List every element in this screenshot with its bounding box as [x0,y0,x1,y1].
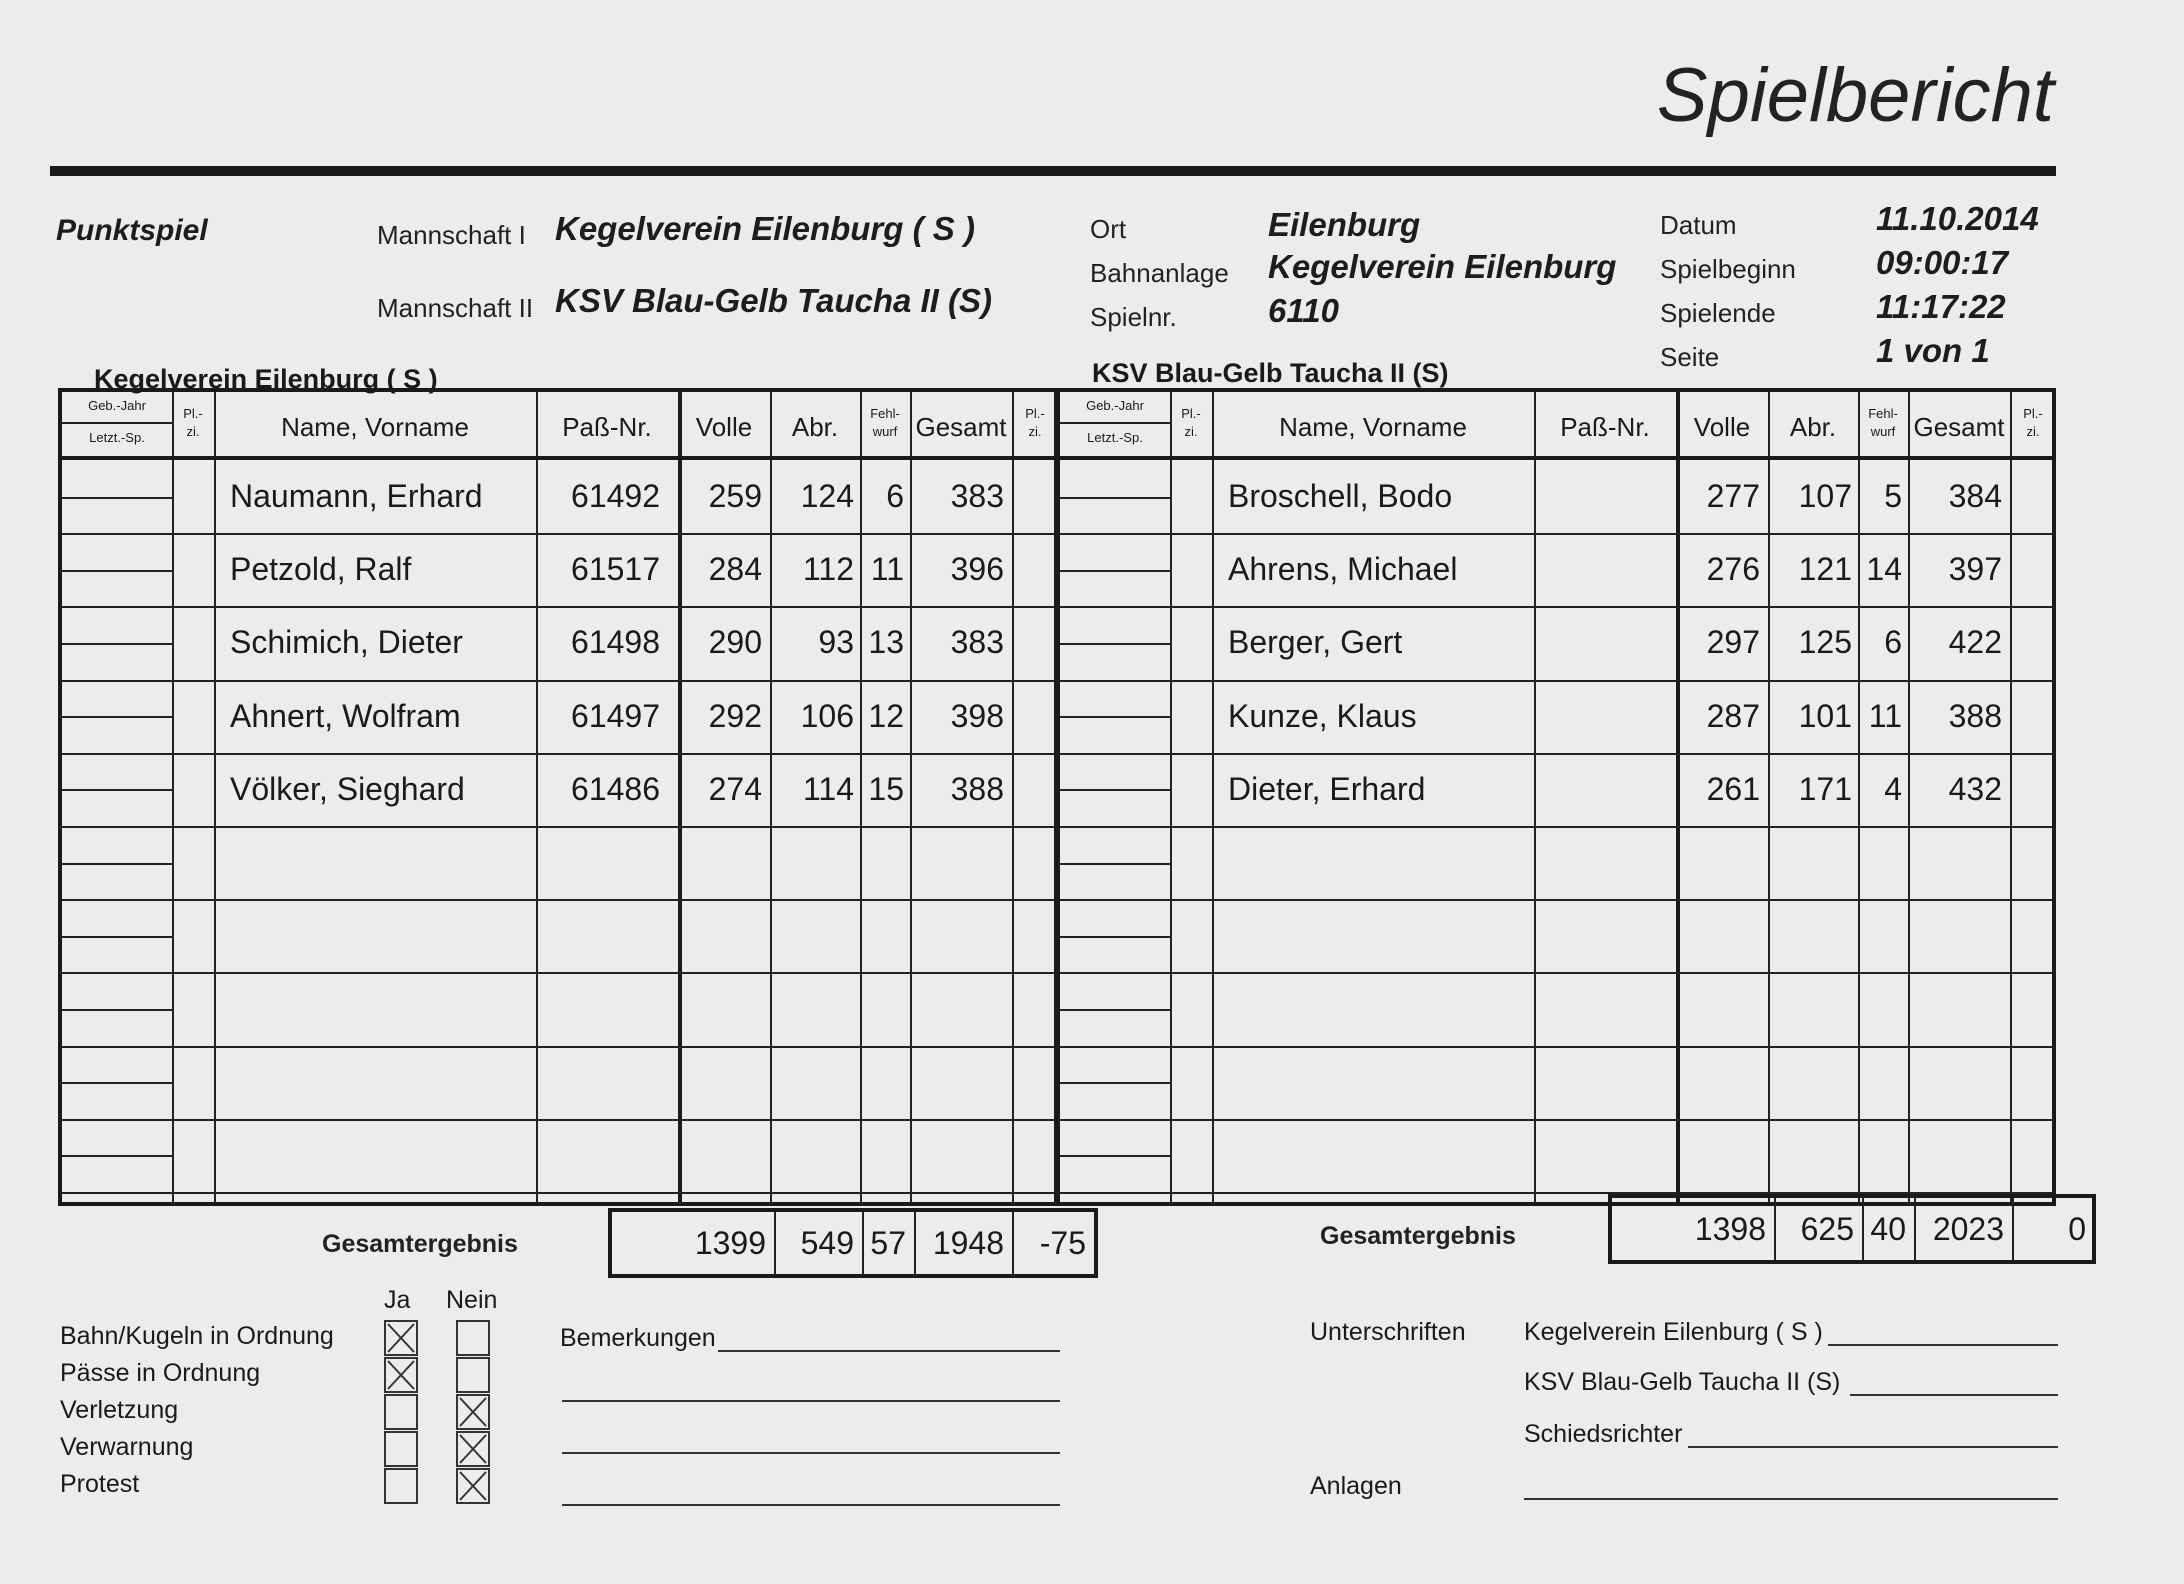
team1-total-label: Gesamtergebnis [322,1230,518,1258]
player-gesamt: 388 [950,771,1004,807]
header-pl-zi2-bottom: zi. [1028,424,1042,439]
header-gesamt: Gesamt [915,412,1007,442]
row-half-divider [62,863,172,865]
bemerkungen-line-1[interactable] [718,1350,1060,1352]
header-half-divider [62,422,172,424]
ja-checkbox[interactable] [384,1357,418,1393]
datum-value: 11.10.2014 [1876,200,2039,237]
spielbeginn-value: 09:00:17 [1876,244,2009,281]
player-volle: 259 [708,478,762,514]
row-half-divider [1060,570,1170,572]
signature-referee-label: Schiedsrichter [1524,1420,1683,1448]
row-divider [1060,1119,2052,1121]
row-half-divider [1060,936,1170,938]
header-pl-zi-top: Pl.- [1181,406,1201,421]
player-fehlwurf: 12 [868,698,904,734]
row-divider [1060,680,2052,682]
player-abr: 106 [800,698,854,734]
player-name: Petzold, Ralf [230,551,412,587]
nein-checkbox[interactable] [456,1357,490,1393]
title-rule [50,166,2056,176]
row-divider [1060,606,2052,608]
team2-total-label: Gesamtergebnis [1320,1222,1516,1250]
total-fehl: 40 [1870,1211,1906,1247]
row-half-divider [1060,1155,1170,1157]
header-name: Name, Vorname [1279,412,1467,442]
nein-checkbox[interactable] [456,1468,490,1504]
header-volle: Volle [1693,412,1751,442]
row-divider [62,606,1054,608]
player-abr: 101 [1798,698,1852,734]
ja-checkbox[interactable] [384,1431,418,1467]
player-gesamt: 397 [1948,551,2002,587]
player-name: Kunze, Klaus [1228,698,1417,734]
column-divider [2010,392,2012,1202]
team2-total-box [1608,1194,2096,1264]
player-pass: 61492 [571,478,660,514]
row-divider [62,753,1054,755]
player-volle: 276 [1706,551,1760,587]
row-divider [1060,899,2052,901]
team2-subtitle: KSV Blau-Gelb Taucha II (S) [1092,358,1449,388]
row-divider [62,533,1054,535]
ja-header: Ja [384,1286,411,1314]
player-volle: 290 [708,624,762,660]
header-pl-zi-top: Pl.- [183,406,203,421]
spielbeginn-label: Spielbeginn [1660,254,1796,284]
player-fehlwurf: 15 [868,771,904,807]
row-divider [62,972,1054,974]
column-divider [214,392,216,1202]
ja-checkbox[interactable] [384,1320,418,1356]
player-name: Ahrens, Michael [1228,551,1458,587]
player-pass: 61517 [571,551,660,587]
header-volle: Volle [695,412,753,442]
player-fehlwurf: 13 [868,624,904,660]
player-name: Broschell, Bodo [1228,478,1453,514]
total-pl: -75 [1039,1225,1086,1261]
nein-checkbox[interactable] [456,1431,490,1467]
total-volle: 1398 [1694,1211,1766,1247]
header-pl-zi2-top: Pl.- [2023,406,2043,421]
row-divider [1060,826,2052,828]
header-pass: Paß-Nr. [1560,412,1650,442]
bemerkungen-line-2[interactable] [562,1400,1060,1402]
nein-checkbox[interactable] [456,1394,490,1430]
signature-team1-label: Kegelverein Eilenburg ( S ) [1524,1318,1823,1346]
bemerkungen-line-4[interactable] [562,1504,1060,1506]
player-fehlwurf: 6 [1884,624,1902,660]
player-fehlwurf: 11 [1868,698,1902,734]
bemerkungen-label: Bemerkungen [560,1324,716,1352]
signature-team1-line[interactable] [1828,1344,2058,1346]
row-divider [62,899,1054,901]
row-half-divider [62,1155,172,1157]
row-divider [1060,753,2052,755]
header-geb-jahr: Geb.-Jahr [88,398,146,413]
row-divider [62,1192,1054,1194]
column-divider [1534,392,1536,1202]
row-divider [1060,972,2052,974]
ja-checkbox[interactable] [384,1394,418,1430]
total-gesamt: 2023 [1932,1211,2004,1247]
header-pl-zi2-bottom: zi. [2026,424,2040,439]
header-pass: Paß-Nr. [562,412,652,442]
document-title: Spielbericht [1656,53,2054,138]
ort-label: Ort [1090,214,1127,244]
signature-team2-label: KSV Blau-Gelb Taucha II (S) [1524,1368,1841,1396]
player-abr: 114 [802,771,854,807]
row-half-divider [1060,1082,1170,1084]
row-divider [62,1046,1054,1048]
player-fehlwurf: 5 [1884,478,1902,514]
player-name: Berger, Gert [1228,624,1403,660]
player-pass: 61486 [571,771,660,807]
row-half-divider [62,936,172,938]
row-half-divider [62,497,172,499]
player-pass: 61497 [571,698,660,734]
player-fehlwurf: 14 [1866,551,1902,587]
team1-total-box [608,1208,1098,1278]
player-abr: 107 [1798,478,1852,514]
row-half-divider [62,1082,172,1084]
row-half-divider [1060,789,1170,791]
column-divider [172,392,174,1202]
row-half-divider [62,716,172,718]
nein-checkbox[interactable] [456,1320,490,1356]
player-gesamt: 422 [1948,624,2002,660]
spielnr-value: 6110 [1268,292,1339,329]
header-abr: Abr. [1789,412,1837,442]
row-half-divider [62,643,172,645]
header-pl-zi2-top: Pl.- [1025,406,1045,421]
row-divider [62,1119,1054,1121]
team2-name: KSV Blau-Gelb Taucha II (S) [555,282,993,319]
header-letzt-sp: Letzt.-Sp. [1087,430,1143,445]
spielende-label: Spielende [1660,298,1776,328]
unterschriften-label: Unterschriften [1310,1318,1466,1346]
player-volle: 287 [1706,698,1760,734]
total-volle: 1399 [694,1225,766,1261]
ort-value: Eilenburg [1268,206,1421,243]
player-name: Schimich, Dieter [230,624,463,660]
team1-subtitle: Kegelverein Eilenburg ( S ) [94,364,438,394]
player-volle: 261 [1706,771,1760,807]
player-gesamt: 398 [950,698,1004,734]
nein-header: Nein [446,1286,498,1314]
header-fehlwurf-bottom: wurf [1870,424,1896,439]
player-gesamt: 432 [1948,771,2002,807]
header-pl-zi-bottom: zi. [186,424,200,439]
total-gesamt: 1948 [932,1225,1004,1261]
anlagen-line[interactable] [1524,1498,2058,1500]
header-divider [1060,456,2052,460]
team2-table [1056,388,2056,1206]
anlagen-label: Anlagen [1310,1472,1402,1500]
header-pl-zi-bottom: zi. [1184,424,1198,439]
total-abr: 625 [1800,1211,1854,1247]
row-half-divider [62,570,172,572]
player-pass: 61498 [571,624,660,660]
header-gesamt: Gesamt [1913,412,2005,442]
player-abr: 93 [818,624,854,660]
player-volle: 284 [708,551,762,587]
player-name: Naumann, Erhard [230,478,483,514]
player-volle: 292 [708,698,762,734]
total-fehl: 57 [870,1225,906,1261]
team2-label: Mannschaft II [377,293,534,323]
player-gesamt: 383 [950,478,1004,514]
header-abr: Abr. [791,412,839,442]
column-divider [1012,392,1014,1202]
header-fehlwurf-bottom: wurf [872,424,898,439]
row-divider [1060,1046,2052,1048]
player-name: Dieter, Erhard [1228,771,1426,807]
player-volle: 274 [708,771,762,807]
header-letzt-sp: Letzt.-Sp. [89,430,145,445]
player-gesamt: 383 [950,624,1004,660]
check-label: Protest [60,1470,140,1498]
player-abr: 112 [802,551,854,587]
signature-referee-line[interactable] [1688,1446,2058,1448]
player-abr: 121 [1798,551,1852,587]
header-fehlwurf-top: Fehl- [870,406,900,421]
player-volle: 297 [1706,624,1760,660]
row-half-divider [1060,1009,1170,1011]
ja-checkbox[interactable] [384,1468,418,1504]
player-volle: 277 [1706,478,1760,514]
player-abr: 125 [1798,624,1852,660]
header-divider [62,456,1054,460]
column-divider [1212,392,1214,1202]
bemerkungen-line-3[interactable] [562,1452,1060,1454]
team1-label: Mannschaft I [377,220,526,250]
datum-label: Datum [1660,210,1737,240]
row-half-divider [1060,643,1170,645]
seite-value: 1 von 1 [1876,332,1990,369]
team1-name: Kegelverein Eilenburg ( S ) [555,210,975,247]
row-half-divider [62,789,172,791]
player-abr: 171 [1798,771,1852,807]
signature-team2-line[interactable] [1850,1394,2058,1396]
header-geb-jahr: Geb.-Jahr [1086,398,1144,413]
row-half-divider [1060,716,1170,718]
row-divider [62,826,1054,828]
row-half-divider [62,1009,172,1011]
bahnanlage-value: Kegelverein Eilenburg [1268,248,1617,285]
player-fehlwurf: 4 [1884,771,1902,807]
player-fehlwurf: 11 [870,551,904,587]
check-label: Verwarnung [60,1433,194,1461]
player-name: Völker, Sieghard [230,771,465,807]
player-fehlwurf: 6 [886,478,904,514]
player-abr: 124 [800,478,854,514]
header-half-divider [1060,422,1170,424]
match-type: Punktspiel [56,214,208,247]
player-name: Ahnert, Wolfram [230,698,461,734]
check-label: Verletzung [60,1396,179,1424]
player-gesamt: 388 [1948,698,2002,734]
spielnr-label: Spielnr. [1090,302,1177,332]
column-divider [1170,392,1172,1202]
seite-label: Seite [1660,342,1720,372]
total-pl: 0 [2068,1211,2086,1247]
total-abr: 549 [800,1225,854,1261]
player-gesamt: 396 [950,551,1004,587]
spielende-value: 11:17:22 [1876,288,2006,325]
header-name: Name, Vorname [281,412,469,442]
team1-table [58,388,1058,1206]
check-label: Bahn/Kugeln in Ordnung [60,1322,334,1350]
row-divider [1060,533,2052,535]
bahnanlage-label: Bahnanlage [1090,258,1229,288]
header-fehlwurf-top: Fehl- [1868,406,1898,421]
player-gesamt: 384 [1948,478,2002,514]
check-label: Pässe in Ordnung [60,1359,261,1387]
row-divider [62,680,1054,682]
row-half-divider [1060,863,1170,865]
row-half-divider [1060,497,1170,499]
